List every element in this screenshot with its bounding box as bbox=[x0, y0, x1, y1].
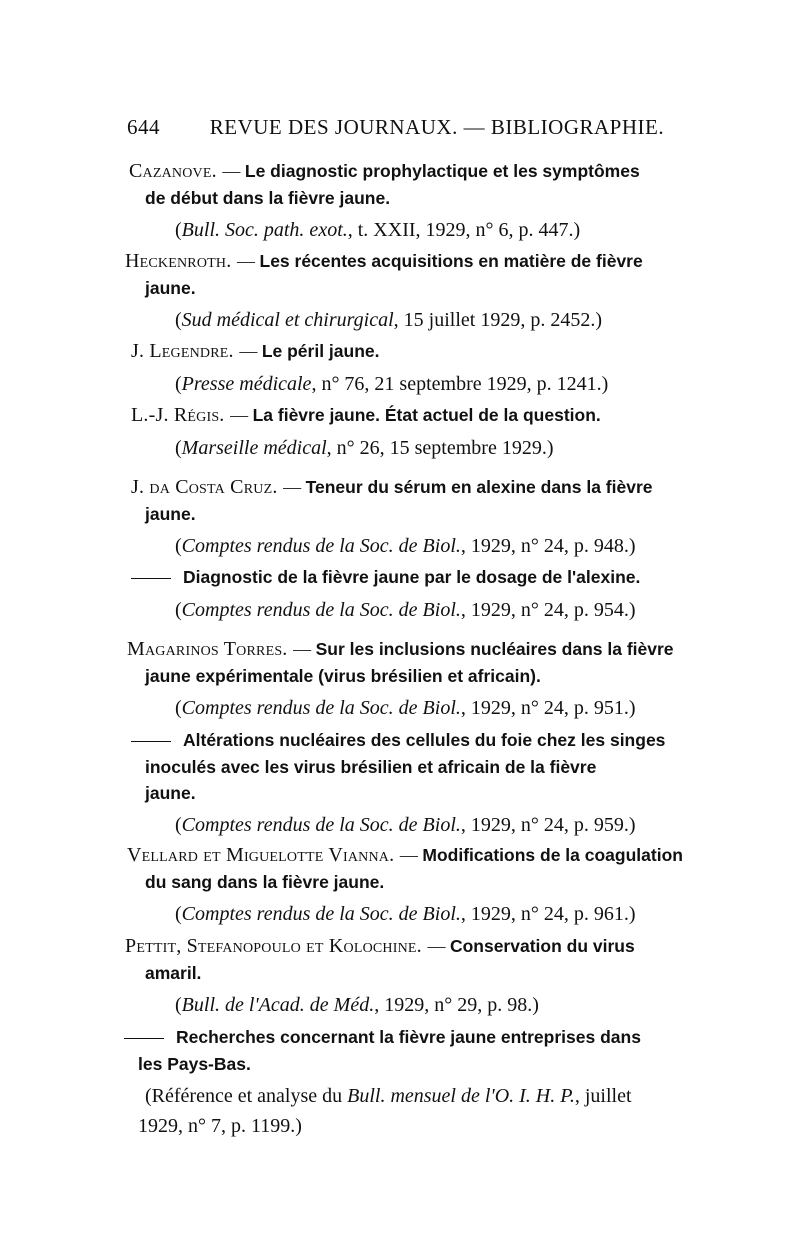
entry-author: J. Legendre. bbox=[131, 340, 234, 362]
journal-name: Bull. de l'Acad. de Méd. bbox=[181, 994, 375, 1016]
entry-title: Le péril jaune. bbox=[261, 341, 380, 361]
journal-name: Comptes rendus de la Soc. de Biol. bbox=[181, 535, 461, 557]
em-dash: — bbox=[293, 639, 316, 659]
entry-title-continued: jaune. bbox=[145, 504, 196, 524]
bibliography-entry bbox=[125, 248, 676, 335]
bibliography-entry bbox=[131, 727, 676, 840]
entry-title: Teneur du sérum en alexine dans la fièvre bbox=[305, 477, 653, 497]
bibliography-entry bbox=[124, 1024, 669, 1141]
entry-reference-continued: 1929, n° 7, p. 1199.) bbox=[138, 1115, 302, 1137]
entry-title: La fièvre jaune. État actuel de la question. bbox=[252, 405, 601, 425]
entry-title-continued: jaune. bbox=[145, 783, 196, 803]
entry-title: Modifications de la coagulation bbox=[422, 845, 683, 865]
entry-title-continued: de début dans la fièvre jaune. bbox=[145, 188, 391, 208]
entry-reference: (Comptes rendus de la Soc. de Biol., 1929, n° 24, p. 954.) bbox=[175, 599, 636, 621]
bibliography-entry bbox=[131, 158, 676, 245]
entry-author: Heckenroth. bbox=[125, 250, 232, 272]
em-dash: — bbox=[230, 405, 253, 425]
entry-author: Magarinos Torres. bbox=[127, 638, 288, 660]
bibliography-entry bbox=[131, 564, 676, 625]
entry-title-continued: inoculés avec les virus brésilien et africain de la fièvre bbox=[145, 757, 597, 777]
em-dash: — bbox=[222, 161, 245, 181]
entry-reference: (Comptes rendus de la Soc. de Biol., 1929, n° 24, p. 961.) bbox=[175, 903, 636, 925]
entry-author: L.-J. Régis. bbox=[131, 404, 225, 426]
bibliography-entry bbox=[131, 402, 676, 463]
entry-title: Conservation du virus bbox=[449, 936, 635, 956]
entry-title-continued: jaune expérimentale (virus brésilien et africain). bbox=[145, 666, 541, 686]
journal-name: Sud médical et chirurgical bbox=[181, 309, 394, 331]
entry-reference: (Sud médical et chirurgical, 15 juillet 1929, p. 2452.) bbox=[175, 309, 602, 331]
entry-title: Recherches concernant la fièvre jaune entreprises dans bbox=[176, 1027, 641, 1047]
entry-title-continued: du sang dans la fièvre jaune. bbox=[145, 872, 385, 892]
em-dash: — bbox=[283, 477, 306, 497]
ditto-rule bbox=[124, 1038, 164, 1039]
em-dash: — bbox=[237, 251, 260, 271]
journal-name: Presse médicale bbox=[181, 373, 312, 395]
bibliography-entry bbox=[125, 933, 676, 1020]
journal-name: Comptes rendus de la Soc. de Biol. bbox=[181, 599, 461, 621]
page-number: 644 bbox=[127, 115, 160, 139]
running-title: REVUE DES JOURNAUX. — BIBLIOGRAPHIE. bbox=[209, 115, 665, 139]
entry-author: Vellard et Miguelotte Vianna. bbox=[127, 844, 395, 866]
journal-name: Comptes rendus de la Soc. de Biol. bbox=[181, 697, 461, 719]
entry-title: Diagnostic de la fièvre jaune par le dosage de l'alexine. bbox=[183, 567, 641, 587]
entry-title: Sur les inclusions nucléaires dans la fièvre bbox=[315, 639, 674, 659]
bibliography-entry bbox=[131, 338, 676, 399]
ditto-rule bbox=[131, 578, 171, 579]
entry-title-continued: amaril. bbox=[145, 963, 202, 983]
entry-reference: (Comptes rendus de la Soc. de Biol., 1929, n° 24, p. 951.) bbox=[175, 697, 636, 719]
entry-reference: (Référence et analyse du Bull. mensuel de l'O. I. H. P., juillet bbox=[145, 1085, 632, 1107]
entry-reference: (Comptes rendus de la Soc. de Biol., 1929, n° 24, p. 948.) bbox=[175, 535, 636, 557]
bibliography-entry bbox=[127, 636, 676, 723]
bibliography-entry bbox=[131, 474, 676, 561]
ditto-rule bbox=[131, 741, 171, 742]
entry-author: Cazanove. bbox=[129, 160, 217, 182]
entry-author: Pettit, Stefanopoulo et Kolochine. bbox=[125, 935, 422, 957]
journal-name: Comptes rendus de la Soc. de Biol. bbox=[181, 903, 461, 925]
entry-title-continued: les Pays-Bas. bbox=[138, 1054, 251, 1074]
entry-title: Altérations nucléaires des cellules du foie chez les singes bbox=[183, 730, 666, 750]
journal-name: Bull. Soc. path. exot. bbox=[181, 219, 348, 241]
journal-name: Bull. mensuel de l'O. I. H. P. bbox=[347, 1085, 575, 1107]
entry-reference: (Bull. Soc. path. exot., t. XXII, 1929, n° 6, p. 447.) bbox=[175, 219, 581, 241]
bibliography-entry bbox=[127, 842, 683, 929]
entry-reference: (Presse médicale, n° 76, 21 septembre 1929, p. 1241.) bbox=[175, 373, 609, 395]
em-dash: — bbox=[399, 845, 423, 865]
entry-reference: (Bull. de l'Acad. de Méd., 1929, n° 29, p. 98.) bbox=[175, 994, 539, 1016]
entry-title: Les récentes acquisitions en matière de fièvre bbox=[259, 251, 643, 271]
entry-title-continued: jaune. bbox=[145, 278, 196, 298]
entry-reference: (Comptes rendus de la Soc. de Biol., 1929, n° 24, p. 959.) bbox=[175, 814, 636, 836]
journal-name: Comptes rendus de la Soc. de Biol. bbox=[181, 814, 461, 836]
entry-author: J. da Costa Cruz. bbox=[131, 476, 278, 498]
em-dash: — bbox=[427, 936, 450, 956]
entry-title: Le diagnostic prophylactique et les symptômes bbox=[244, 161, 640, 181]
journal-name: Marseille médical bbox=[181, 437, 327, 459]
entry-reference: (Marseille médical, n° 26, 15 septembre 1929.) bbox=[175, 437, 554, 459]
running-header bbox=[127, 115, 667, 140]
em-dash: — bbox=[239, 341, 262, 361]
